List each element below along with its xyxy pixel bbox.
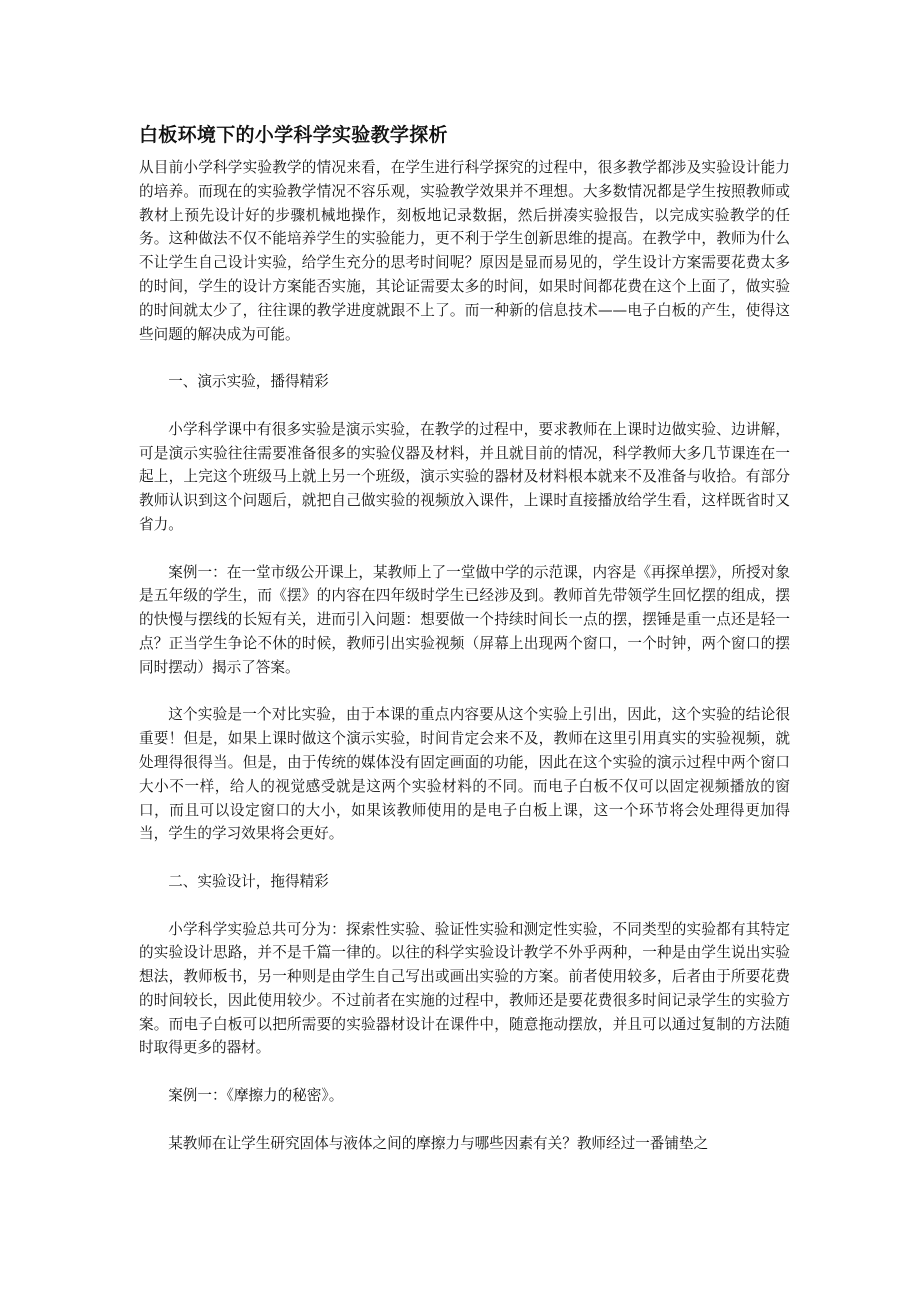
intro-paragraph: 从目前小学科学实验教学的情况来看，在学生进行科学探究的过程中，很多教学都涉及实验设计能力的培养。而现在的实验教学情况不容乐观，实验教学效果并不理想。大多数情况都是学生按照教师或教材上预先设计好的步骤机械地操作，刻板地记录数据，然后拼凑实验报告，以完成实验教学的任务。这种做法不仅不能培养学生的实验能力，更不利于学生创新思维的提高。在教学中，教师为什么不让学生自己设计实验，给学生充分的思考时间呢？原因是显而易见的，学生设计方案需要花费太多的时间，学生的设计方案能否实施，其论证需要太多的时间，如果时间都花费在这个上面了，做实验的时间就太少了，往往课的教学进度就跟不上了。而一种新的信息技术——电子白板的产生，使得这些问题的解决成为可能。 (139, 159, 790, 343)
body-paragraph: 某教师在让学生研究固体与液体之间的摩擦力与哪些因素有关？教师经过一番铺垫之 (168, 1134, 709, 1152)
document-page (139, 120, 790, 1155)
body-paragraph: 这个实验是一个对比实验，由于本课的重点内容要从这个实验上引出，因此，这个实验的结论很重要！但是，如果上课时做这个演示实验，时间肯定会来不及，教师在这里引用真实的实验视频，就处理得很得当。但是，由于传统的媒体没有固定画面的功能，因此在这个实验的演示过程中两个窗口大小不一样，给人的视觉感受就是这两个实验材料的不同。而电子白板不仅可以固定视频播放的窗口，而且可以设定窗口的大小，如果该教师使用的是电子白板上课，这一个环节将会处理得更加得当，学生的学习效果将会更好。 (139, 706, 790, 843)
section-heading-1: 一、演示实验，播得精彩 (168, 373, 329, 391)
body-paragraph: 小学科学实验总共可分为：探索性实验、验证性实验和测定性实验，不同类型的实验都有其特定的实验设计思路，并不是千篇一律的。以往的科学实验设计教学不外乎两种，一种是由学生说出实验想法，教师板书，另一种则是由学生自己写出或画出实验的方案。前者使用较多，后者由于所要花费的时间较长，因此使用较少。不过前者在实施的过程中，教师还是要花费很多时间记录学生的实验方案。而电子白板可以把所需要的实验器材设计在课件中，随意拖动摆放，并且可以通过复制的方法随时取得更多的器材。 (139, 920, 790, 1057)
document-title: 白板环境下的小学科学实验教学探析 (139, 124, 448, 146)
case-heading: 案例一：《摩擦力的秘密》。 (168, 1087, 344, 1105)
body-paragraph: 小学科学课中有很多实验是演示实验，在教学的过程中，要求教师在上课时边做实验、边讲解，可是演示实验往往需要准备很多的实验仪器及材料，并且就目前的情况，科学教师大多几节课连在一起上，上完这个班级马上就上另一个班级，演示实验的器材及材料根本就来不及准备与收拾。有部分教师认识到这个问题后，就把自己做实验的视频放入课件，上课时直接播放给学生看，这样既省时又省力。 (139, 420, 790, 533)
case-paragraph: 案例一：在一堂市级公开课上，某教师上了一堂做中学的示范课，内容是《再探单摆》，所授对象是五年级的学生，而《摆》的内容在四年级时学生已经涉及到。教师首先带领学生回忆摆的组成，摆的快慢与摆线的长短有关，进而引入问题：想要做一个持续时间长一点的摆，摆锤是重一点还是轻一点？正当学生争论不休的时候，教师引出实验视频（屏幕上出现两个窗口，一个时钟，两个窗口的摆同时摆动）揭示了答案。 (139, 563, 790, 676)
section-heading-2: 二、实验设计，拖得精彩 (168, 872, 329, 890)
